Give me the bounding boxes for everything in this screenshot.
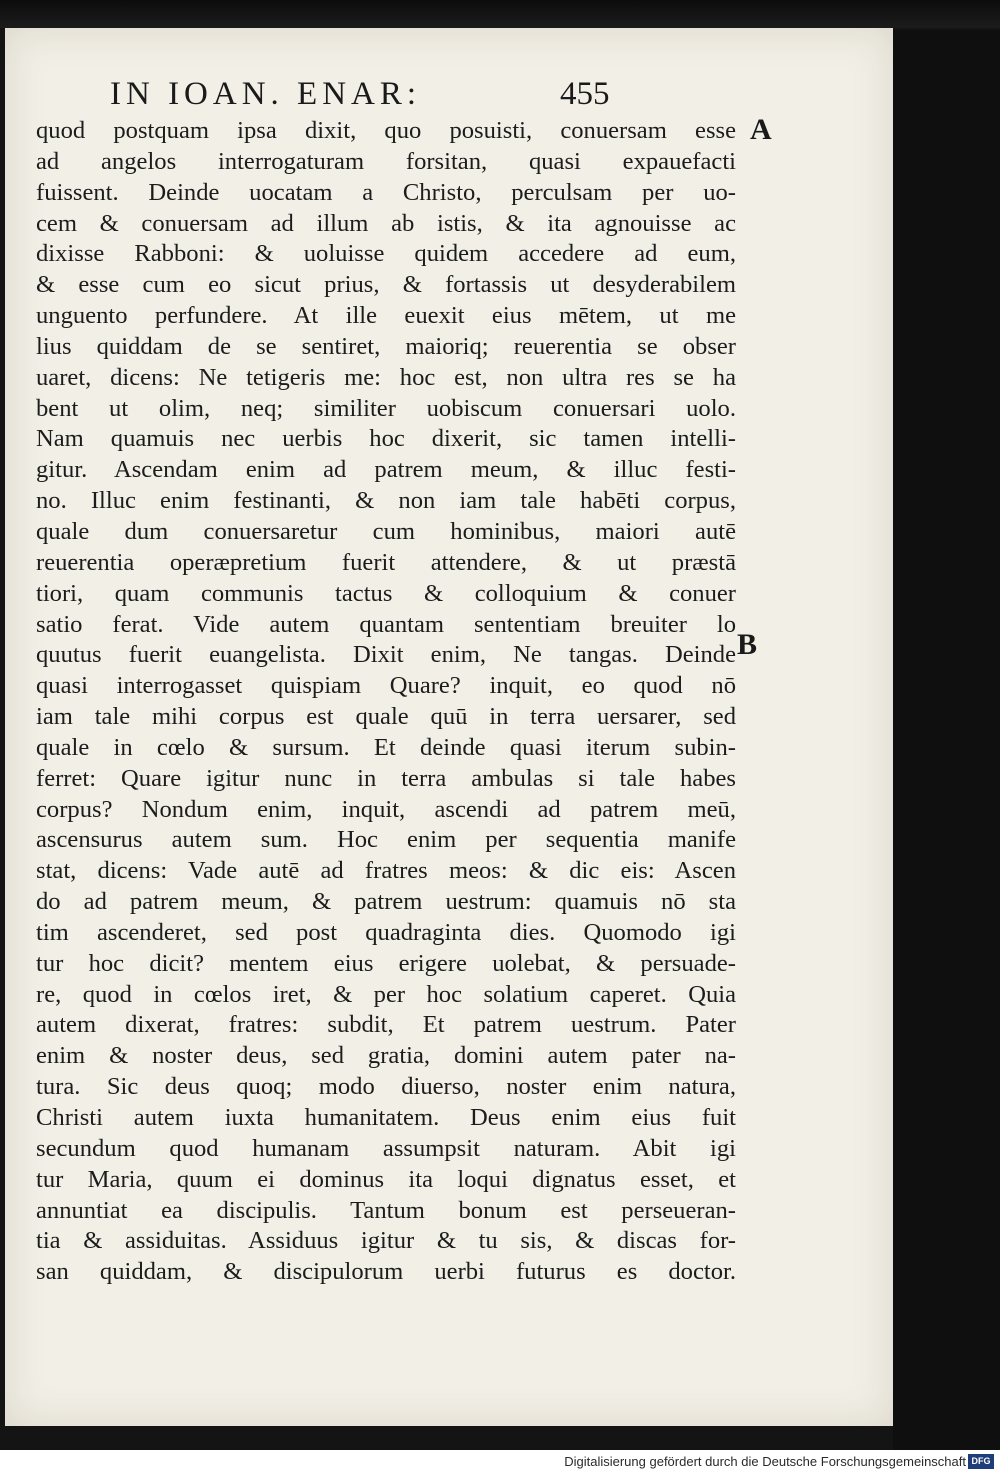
text-line: ad angelos interrogaturam forsitan, quasi expauefacti [36, 147, 736, 175]
text-line: stat, dicens: Vade autē ad fratres meos: & dic eis: Ascen [36, 857, 736, 885]
text-line: do ad patrem meum, & patrem uestrum: quamuis nō sta [36, 888, 736, 916]
body-text [36, 116, 736, 1288]
text-line: iam tale mihi corpus est quale quū in terra uersarer, sed [36, 703, 736, 731]
dfg-logo: DFG [968, 1454, 994, 1469]
text-line: quod postquam ipsa dixit, quo posuisti, conuersam esse [36, 117, 736, 144]
page-number: 455 [560, 76, 610, 112]
scan-background-right [893, 30, 1000, 1450]
text-line: satio ferat. Vide autem quantam sententiam breuiter lo [36, 610, 736, 638]
text-line: cem & conuersam ad illum ab istis, & ita agnouisse ac [36, 209, 736, 237]
text-line: tim ascenderet, sed post quadraginta dies. Quomodo igi [36, 918, 736, 946]
text-line: bent ut olim, neq; similiter uobiscum conuersari uolo. [36, 394, 736, 422]
text-line: gitur. Ascendam enim ad patrem meum, & illuc festi- [36, 456, 736, 484]
text-line: annuntiat ea discipulis. Tantum bonum est perseueran- [36, 1196, 736, 1224]
text-line: dixisse Rabboni: & uoluisse quidem accedere ad eum, [36, 240, 736, 268]
text-line: tiori, quam communis tactus & colloquium & conuer [36, 579, 736, 607]
text-line: quasi interrogasset quispiam Quare? inquit, eo quod nō [36, 672, 736, 700]
text-line: reuerentia operæpretium fuerit attendere, & ut præstā [36, 548, 736, 576]
footer-bar [0, 1450, 1000, 1474]
digitization-credit: Digitalisierung gefördert durch die Deutsche Forschungsgemeinschaft [564, 1454, 966, 1469]
margin-letter-a: A [750, 113, 772, 146]
text-line: secundum quod humanam assumpsit naturam. Abit igi [36, 1134, 736, 1162]
text-line: re, quod in cœlos iret, & per hoc solatium caperet. Quia [36, 980, 736, 1008]
text-line: quale dum conuersaretur cum hominibus, maiori autē [36, 517, 736, 545]
text-line: fuissent. Deinde uocatam a Christo, perculsam per uo- [36, 178, 736, 206]
text-line: quutus fuerit euangelista. Dixit enim, Ne tangas. Deinde [36, 641, 736, 669]
text-line: tura. Sic deus quoq; modo diuerso, noster enim natura, [36, 1073, 736, 1101]
text-line: Christi autem iuxta humanitatem. Deus enim eius fuit [36, 1104, 736, 1131]
text-line: & esse cum eo sicut prius, & fortassis ut desyderabilem [36, 271, 736, 299]
text-line: tur Maria, quum ei dominus ita loqui dignatus esset, et [36, 1165, 736, 1193]
text-line: enim & noster deus, sed gratia, domini autem pater na- [36, 1042, 736, 1070]
text-line: ferret: Quare igitur nunc in terra ambulas si tale habes [36, 764, 736, 792]
text-line: san quiddam, & discipulorum uerbi futurus es doctor. [36, 1258, 736, 1286]
text-line: Nam quamuis nec uerbis hoc dixerit, sic tamen intelli- [36, 425, 736, 453]
text-line: unguento perfundere. At ille euexit eius mētem, ut me [36, 302, 736, 330]
text-line: corpus? Nondum enim, inquit, ascendi ad patrem meū, [36, 795, 736, 823]
scan-background-top [0, 0, 1000, 28]
text-line: tia & assiduitas. Assiduus igitur & tu sis, & discas for- [36, 1227, 736, 1255]
running-head: IN IOAN. ENAR: [110, 76, 422, 112]
text-line: quale in cœlo & sursum. Et deinde quasi iterum subin- [36, 733, 736, 761]
text-line: uaret, dicens: Ne tetigeris me: hoc est, non ultra res se ha [36, 363, 736, 391]
text-line: autem dixerat, fratres: subdit, Et patrem uestrum. Pater [36, 1011, 736, 1039]
text-line: tur hoc dicit? mentem eius erigere uolebat, & persuade- [36, 949, 736, 977]
margin-letter-b: B [737, 628, 758, 661]
text-line: ascensurus autem sum. Hoc enim per sequentia manife [36, 826, 736, 854]
text-line: lius quiddam de se sentiret, maioriq; reuerentia se obser [36, 332, 736, 360]
text-line: no. Illuc enim festinanti, & non iam tale habēti corpus, [36, 487, 736, 515]
